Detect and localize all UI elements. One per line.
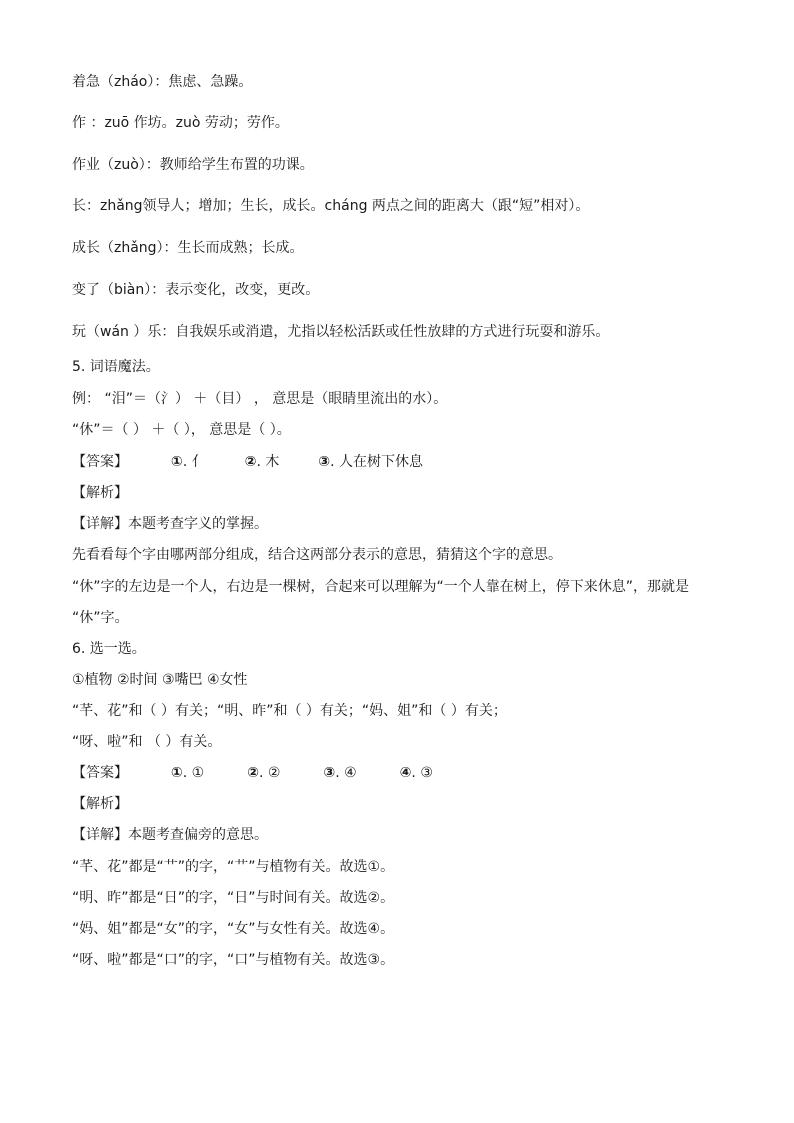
answer-tag: 【答案】 — [72, 454, 128, 470]
answer-value: . 亻 — [182, 454, 206, 470]
definition-line: 作 ：zuō 作坊。zuò 劳动；劳作。 — [72, 115, 289, 131]
definition-line: 玩（wán ）乐：自我娱乐或消遣，尤指以轻松活跃或任性放肆的方式进行玩耍和游乐。 — [72, 324, 610, 340]
explanation-line: “妈、姐”都是“女”的字，“女”与女性有关。故选④。 — [72, 921, 395, 937]
q6-question: “呀、啦”和 （ ）有关。 — [72, 734, 222, 750]
explanation-line: 先看看每个字由哪两部分组成，结合这两部分表示的意思，猜猜这个字的意思。 — [72, 547, 562, 563]
answer-value: . ④ — [335, 765, 357, 781]
q5-title: 5. 词语魔法。 — [72, 359, 160, 375]
q6-title: 6. 选一选。 — [72, 641, 146, 657]
explanation-line: “休”字的左边是一个人，右边是一棵树，合起来可以理解为“一个人靠在树上，停下来休息”，那就是 — [72, 579, 690, 595]
explanation-line: “呀、啦”都是“口”的字，“口”与植物有关。故选③。 — [72, 952, 395, 968]
detail-line: 【详解】本题考查字义的掌握。 — [72, 516, 268, 532]
q5-question: “休”＝（ ） ＋（ ）， 意思是（ ）。 — [72, 422, 291, 438]
analysis-tag: 【解析】 — [72, 796, 128, 812]
q6-options: ①植物 ②时间 ③嘴巴 ④女性 — [72, 672, 248, 688]
definition-line: 成长（zhǎng）：生长而成熟；长成。 — [72, 240, 304, 256]
answer-value: . 人在树下休息 — [330, 454, 424, 470]
answer-value: . ③ — [411, 765, 433, 781]
answer-number: ② — [244, 454, 257, 470]
definition-line: 长：zhǎng领导人；增加；生长，成长。cháng 两点之间的距离大（跟“短”相对）。 — [72, 198, 590, 214]
q5-example: 例： “泪”＝（氵） ＋（目） ， 意思是（眼睛里流出的水）。 — [72, 391, 448, 407]
definition-line: 着急（zháo）：焦虑、急躁。 — [72, 74, 253, 90]
answer-number: ③ — [318, 454, 331, 470]
answer-number: ④ — [399, 765, 412, 781]
explanation-line: “芊、花”都是“艹”的字，“艹”与植物有关。故选①。 — [72, 859, 395, 875]
answer-number: ① — [170, 454, 183, 470]
answer-number: ② — [247, 765, 259, 781]
definition-line: 作业（zuò）：教师给学生布置的功课。 — [72, 157, 314, 173]
explanation-line: “休”字。 — [72, 610, 129, 626]
q6-question: “芊、花”和（ ）有关；“明、昨”和（ ）有关；“妈、姐”和（ ）有关； — [72, 703, 507, 719]
explanation-line: “明、昨”都是“日”的字，“日”与时间有关。故选②。 — [72, 890, 395, 906]
answer-value: . 木 — [256, 454, 280, 470]
definition-line: 变了（biàn）：表示变化，改变，更改。 — [72, 282, 320, 298]
detail-line: 【详解】本题考查偏旁的意思。 — [72, 827, 268, 843]
answer-number: ① — [170, 765, 183, 781]
answer-number: ③ — [323, 765, 336, 781]
q5-answer-row — [72, 452, 724, 472]
answer-value: . ② — [258, 765, 281, 781]
q6-answer-row — [72, 763, 724, 783]
analysis-tag: 【解析】 — [72, 485, 128, 501]
answer-tag: 【答案】 — [72, 765, 128, 781]
answer-value: . ① — [182, 765, 205, 781]
